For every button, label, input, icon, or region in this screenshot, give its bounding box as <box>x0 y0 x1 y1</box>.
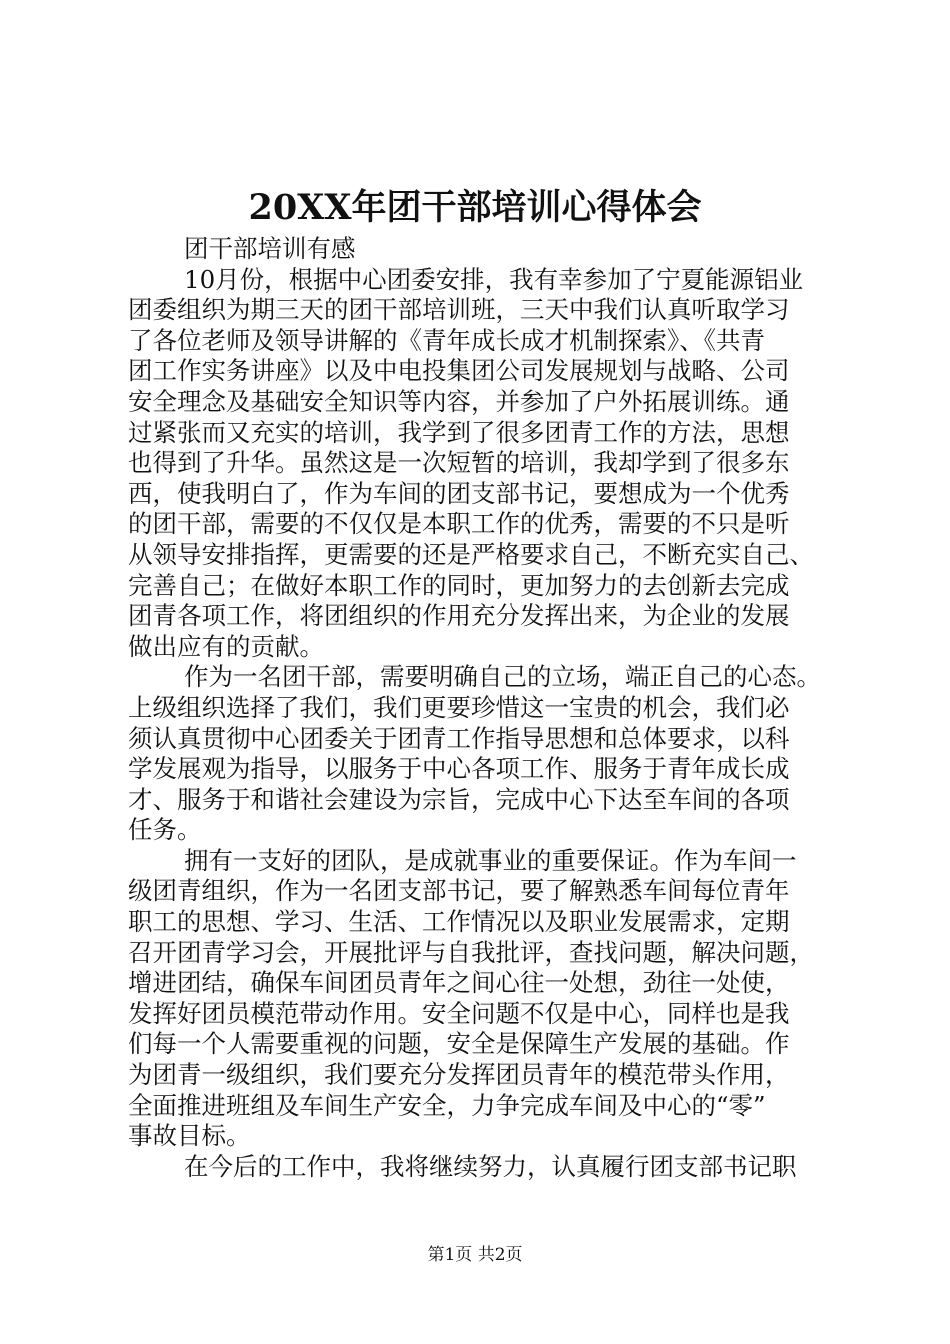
text-line: 在今后的工作中，我将继续努力，认真履行团支部书记职 <box>184 1151 797 1181</box>
text-line: 发挥好团员模范带动作用。安全问题不仅是中心，同样也是我 <box>128 998 790 1028</box>
document-body <box>128 234 848 1182</box>
text-line: 团青各项工作，将团组织的作用充分发挥出来，为企业的发展 <box>128 601 790 631</box>
text-line: 团委组织为期三天的团干部培训班，三天中我们认真听取学习 <box>128 295 790 325</box>
text-line: 团工作实务讲座》以及中电投集团公司发展规划与战略、公司 <box>128 356 790 386</box>
text-line: 作为一名团干部，需要明确自己的立场，端正自己的心态。 <box>184 662 821 692</box>
text-line: 全面推进班组及车间生产安全，力争完成车间及中心的“零” <box>128 1090 766 1120</box>
text-line: 10月份，根据中心团委安排，我有幸参加了宁夏能源铝业 <box>184 264 804 294</box>
page-footer: 第1页 共2页 <box>427 1245 523 1265</box>
text-line: 须认真贯彻中心团委关于团青工作指导思想和总体要求，以科 <box>128 723 790 753</box>
text-line: 才、服务于和谐社会建设为宗旨，完成中心下达至车间的各项 <box>128 784 790 814</box>
text-line: 增进团结，确保车间团员青年之间心往一处想，劲往一处使， <box>128 968 790 998</box>
text-line: 从领导安排指挥，更需要的还是严格要求自己，不断充实自己、 <box>128 539 814 569</box>
text-line: 西，使我明白了，作为车间的团支部书记，要想成为一个优秀 <box>128 478 790 508</box>
text-line: 为团青一级组织，我们要充分发挥团员青年的模范带头作用， <box>128 1060 790 1090</box>
text-line: 团干部培训有感 <box>184 234 356 263</box>
text-line: 们每一个人需要重视的问题，安全是保障生产发展的基础。作 <box>128 1029 790 1059</box>
text-line: 安全理念及基础安全知识等内容，并参加了户外拓展训练。通 <box>128 386 790 416</box>
text-line: 任务。 <box>128 815 202 845</box>
text-line: 了各位老师及领导讲解的《青年成长成才机制探索》、《共青 <box>128 325 765 355</box>
text-line: 级团青组织，作为一名团支部书记，要了解熟悉车间每位青年 <box>128 876 790 906</box>
text-line: 完善自己；在做好本职工作的同时，更加努力的去创新去完成 <box>128 570 790 600</box>
text-line: 事故目标。 <box>128 1121 251 1151</box>
text-line: 过紧张而又充实的培训，我学到了很多团青工作的方法，思想 <box>128 417 790 447</box>
text-line: 召开团青学习会，开展批评与自我批评，查找问题，解决问题， <box>128 937 814 967</box>
text-line: 做出应有的贡献。 <box>128 631 324 661</box>
text-line: 职工的思想、学习、生活、工作情况以及职业发展需求，定期 <box>128 907 790 937</box>
document-title: 20XX年团干部培训心得体会 <box>248 187 702 228</box>
text-line: 拥有一支好的团队，是成就事业的重要保证。作为车间一 <box>184 845 797 875</box>
text-line: 也得到了升华。虽然这是一次短暂的培训，我却学到了很多东 <box>128 448 790 478</box>
text-line: 学发展观为指导，以服务于中心各项工作、服务于青年成长成 <box>128 754 790 784</box>
text-line: 的团干部，需要的不仅仅是本职工作的优秀，需要的不只是听 <box>128 509 790 539</box>
text-line: 上级组织选择了我们，我们更要珍惜这一宝贵的机会，我们必 <box>128 692 790 722</box>
